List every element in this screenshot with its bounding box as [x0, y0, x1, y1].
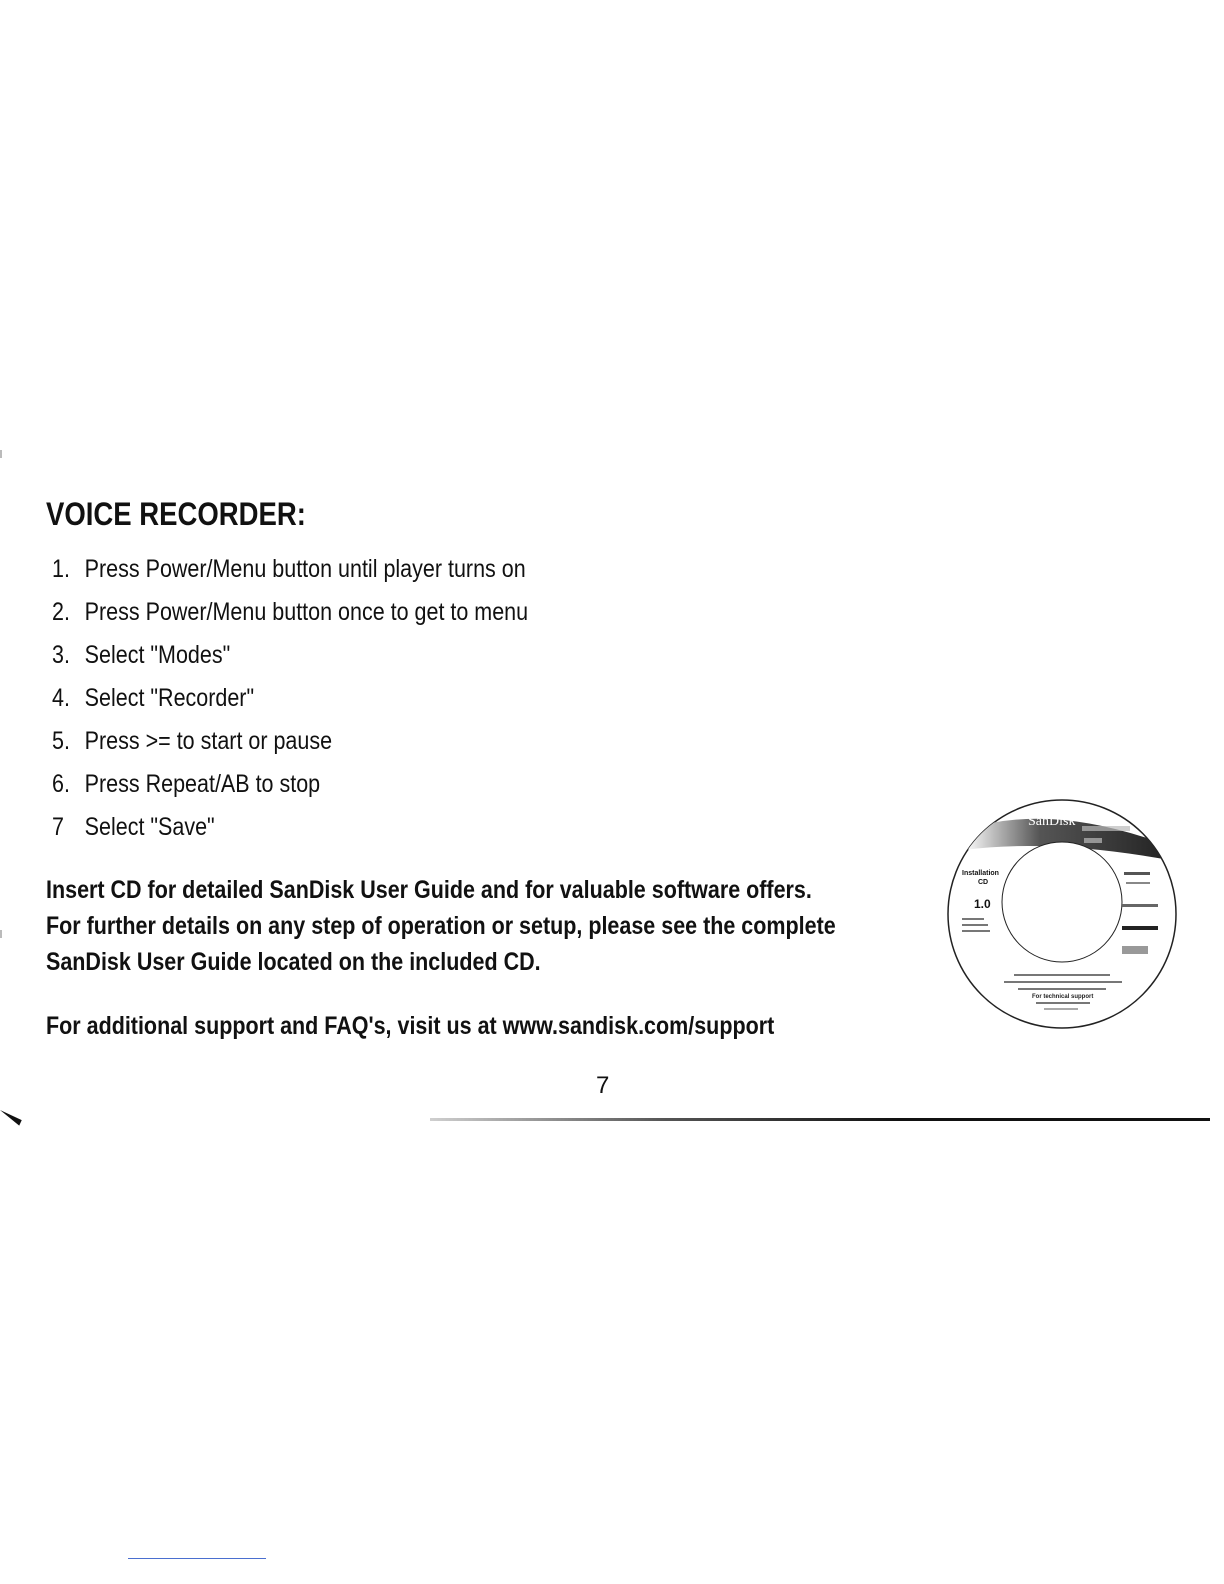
- banner-subtitle-mark: [1082, 826, 1130, 831]
- list-item: [52, 720, 528, 763]
- cd-word-label: CD: [978, 879, 989, 886]
- bottom-rule: [128, 1558, 266, 1559]
- list-item: [52, 548, 528, 591]
- scan-mark: [0, 930, 2, 938]
- list-item: [52, 591, 528, 634]
- note-line: SanDisk User Guide located on the included CD.: [46, 948, 541, 976]
- list-item: [52, 763, 528, 806]
- fine-print-mark: [962, 930, 990, 932]
- fine-print-mark: [1014, 974, 1110, 976]
- step-number: 1.: [52, 555, 70, 583]
- list-item: [52, 677, 528, 720]
- partner-logo-mark: [1126, 882, 1150, 884]
- cd-instructions: [46, 872, 836, 980]
- note-line: For further details on any step of operation or setup, please see the complete: [46, 912, 836, 940]
- fine-print-mark: [962, 924, 988, 926]
- list-item: [52, 634, 528, 677]
- step-number: 2.: [52, 598, 70, 626]
- fine-print-mark: [1044, 1008, 1078, 1010]
- cd-version-label: 1.0: [974, 897, 991, 911]
- page-number: 7: [596, 1072, 610, 1099]
- corner-mark: [0, 1110, 22, 1126]
- step-number: 3.: [52, 641, 70, 669]
- step-number: 7: [52, 813, 64, 841]
- step-text: Press Power/Menu button once to get to menu: [84, 598, 529, 626]
- fine-print-mark: [1018, 988, 1106, 990]
- step-text: Press Power/Menu button until player turns on: [84, 555, 526, 583]
- disc-hub-ring: [1002, 842, 1122, 962]
- fine-print-mark: [1036, 1002, 1090, 1004]
- cd-disc-graphic: [944, 796, 1180, 1032]
- step-text: Select "Recorder": [84, 684, 255, 712]
- cd-brand-label: SanDisk: [1028, 814, 1076, 829]
- partner-logo-mark: [1124, 872, 1150, 875]
- partner-logo-mark: [1122, 946, 1148, 954]
- fine-print-mark: [1004, 981, 1122, 983]
- partner-logo-mark: [1122, 926, 1158, 930]
- partner-logo-mark: [1122, 904, 1158, 907]
- step-text: Press >= to start or pause: [84, 727, 333, 755]
- step-list: [52, 548, 606, 849]
- step-text: Press Repeat/AB to stop: [84, 770, 321, 798]
- step-text: Select "Modes": [84, 641, 231, 669]
- section-heading: VOICE RECORDER:: [46, 496, 306, 532]
- installation-cd-image: [944, 796, 1180, 1032]
- support-text: For additional support and FAQ's, visit us at www.sandisk.com/support: [46, 1012, 775, 1040]
- note-line: Insert CD for detailed SanDisk User Guide and for valuable software offers.: [46, 876, 812, 904]
- step-number: 5.: [52, 727, 70, 755]
- fine-print-mark: [962, 918, 984, 920]
- footer-rule: [430, 1118, 1210, 1121]
- step-number: 6.: [52, 770, 70, 798]
- scan-mark: [0, 450, 2, 458]
- brand-logo-mark: [1082, 814, 1092, 822]
- cd-support-label: For technical support: [1032, 994, 1094, 1000]
- step-number: 4.: [52, 684, 70, 712]
- cd-installation-label: Installation: [962, 870, 999, 877]
- step-text: Select "Save": [84, 813, 215, 841]
- list-item: [52, 806, 528, 849]
- banner-subtitle-mark: [1084, 838, 1102, 843]
